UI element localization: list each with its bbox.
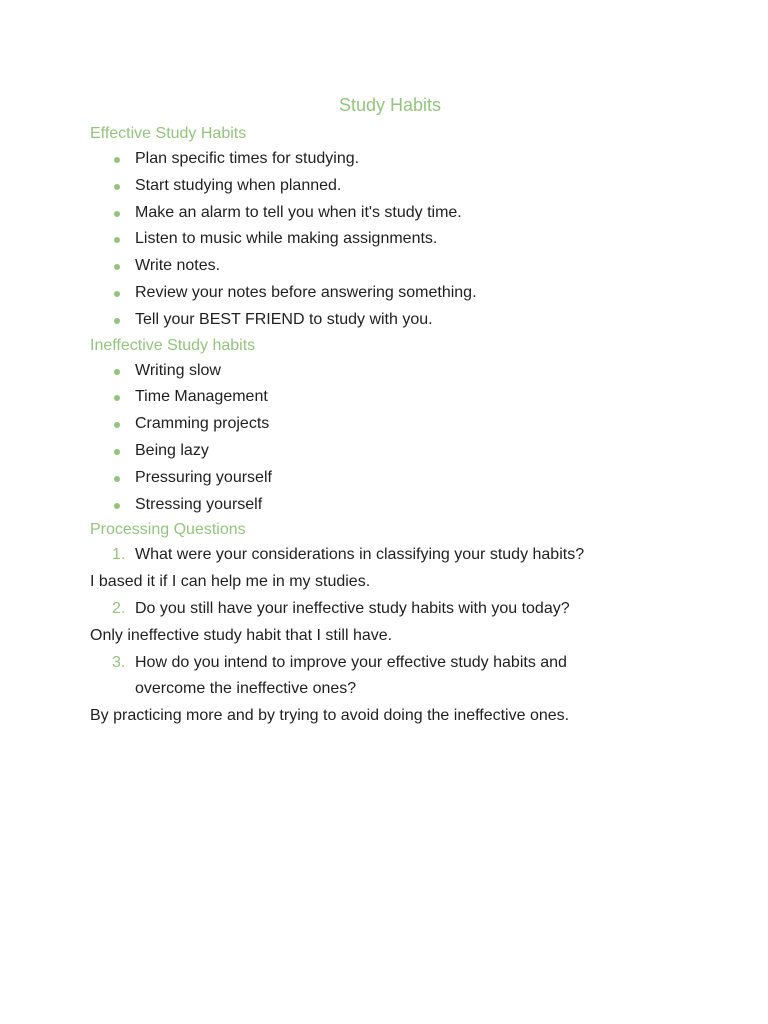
list-item xyxy=(90,173,690,200)
bullet-icon xyxy=(114,157,120,163)
answer-text: I based it if I can help me in my studies. xyxy=(90,573,371,591)
list-item xyxy=(90,411,690,438)
list-item xyxy=(90,384,690,411)
bullet-icon xyxy=(114,184,120,190)
question-item xyxy=(90,650,615,704)
question-item xyxy=(90,596,690,623)
bullet-icon xyxy=(114,318,120,324)
bullet-icon xyxy=(114,395,120,401)
bullet-icon xyxy=(114,291,120,297)
document-page xyxy=(90,92,690,730)
list-item xyxy=(90,280,690,307)
bullet-icon xyxy=(114,476,120,482)
list-item-text: Make an alarm to tell you when it's study time. xyxy=(135,203,462,221)
question-number: 1. xyxy=(112,546,126,564)
list-item xyxy=(90,465,690,492)
bullet-icon xyxy=(114,237,120,243)
list-item-text: Writing slow xyxy=(135,361,221,379)
list-item-text: Pressuring yourself xyxy=(135,468,272,486)
answer-text: Only ineffective study habit that I still have. xyxy=(90,626,393,644)
list-item xyxy=(90,438,690,465)
ineffective-heading: Ineffective Study habits xyxy=(90,336,256,354)
effective-heading: Effective Study Habits xyxy=(90,125,247,142)
list-item-text: Stressing yourself xyxy=(135,495,263,513)
question-number: 2. xyxy=(112,599,126,617)
list-item-text: Plan specific times for studying. xyxy=(135,150,360,167)
list-item-text: Being lazy xyxy=(135,441,209,459)
list-item-text: Start studying when planned. xyxy=(135,176,342,194)
question-number: 3. xyxy=(112,653,126,671)
list-item-text: Time Management xyxy=(135,388,268,406)
effective-list xyxy=(90,146,690,334)
question-text: How do you intend to improve your effective study habits and overcome the ineffective ones? xyxy=(135,653,567,698)
list-item-text: Cramming projects xyxy=(135,415,270,433)
processing-heading: Processing Questions xyxy=(90,521,246,539)
list-item xyxy=(90,358,690,385)
bullet-icon xyxy=(114,211,120,217)
list-item xyxy=(90,200,690,227)
bullet-icon xyxy=(114,264,120,270)
list-item xyxy=(90,307,690,334)
bullet-icon xyxy=(114,369,120,375)
list-item xyxy=(90,492,690,519)
question-item xyxy=(90,542,690,569)
list-item-text: Listen to music while making assignments. xyxy=(135,230,438,248)
list-item-text: Review your notes before answering something. xyxy=(135,283,477,301)
answer-text: By practicing more and by trying to avoid doing the ineffective ones. xyxy=(90,707,570,725)
question-text: What were your considerations in classifying your study habits? xyxy=(135,546,585,564)
list-item xyxy=(90,226,690,253)
bullet-icon xyxy=(114,422,120,428)
bullet-icon xyxy=(114,449,120,455)
document-title: Study Habits xyxy=(338,95,442,115)
ineffective-list xyxy=(90,358,690,519)
question-text: Do you still have your ineffective study habits with you today? xyxy=(135,599,570,617)
processing-questions xyxy=(90,542,690,730)
list-item xyxy=(90,253,690,280)
list-item-text: Write notes. xyxy=(135,257,221,275)
list-item-text: Tell your BEST FRIEND to study with you. xyxy=(135,310,433,328)
list-item xyxy=(90,146,690,173)
bullet-icon xyxy=(114,503,120,509)
